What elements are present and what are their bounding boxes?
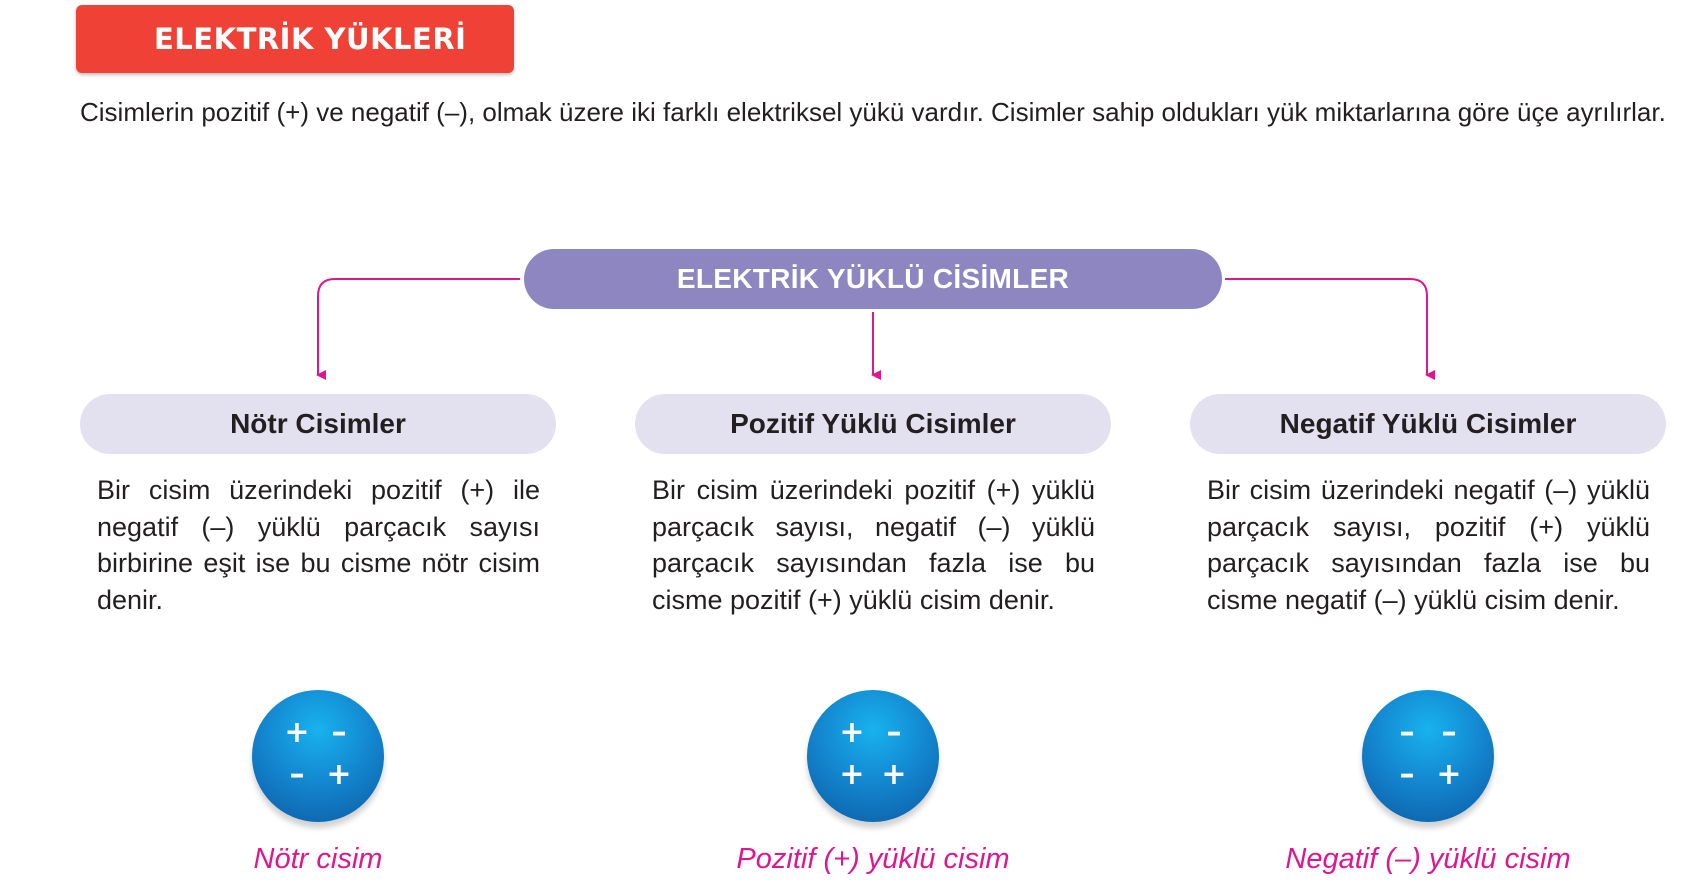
- neutral-caption: Nötr cisim: [253, 843, 383, 875]
- charge-sign: +: [326, 757, 352, 792]
- neutral-category-pill: [80, 394, 556, 454]
- negative-description: Bir cisim üzerindeki negatif (–) yüklü parçacık sayısı, pozitif (+) yüklü parçacık sayısından fazla ise bu cisme negatif (–) yüklü cisim denir.: [1207, 475, 1650, 615]
- charge-sign: +: [284, 715, 310, 750]
- charge-sign: –: [1441, 715, 1457, 750]
- positive-category-title: Pozitif Yüklü Cisimler: [730, 408, 1016, 439]
- positive-description: Bir cisim üzerindeki pozitif (+) yüklü parçacık sayısı, negatif (–) yüklü parçacık sayısından fazla ise bu cisme pozitif (+) yüklü cisim denir.: [652, 475, 1095, 615]
- negative-category-pill: [1190, 394, 1666, 454]
- positive-caption: Pozitif (+) yüklü cisim: [736, 843, 1010, 875]
- charge-sign: +: [839, 715, 865, 750]
- charge-sign: –: [331, 715, 347, 750]
- charge-sign: +: [1436, 757, 1462, 792]
- charge-sign: –: [1399, 715, 1415, 750]
- charge-sign: +: [839, 757, 865, 792]
- positive-charge-ball: [807, 690, 939, 822]
- charge-sign: –: [289, 757, 305, 792]
- arrow-left: [318, 279, 520, 375]
- charge-sign: –: [1399, 757, 1415, 792]
- neutral-category-title: Nötr Cisimler: [230, 408, 406, 439]
- intro-paragraph: Cisimlerin pozitif (+) ve negatif (–), olmak üzere iki farklı elektriksel yükü vardır. Cisimler sahip oldukları yük miktarlarına göre üçe ayrılırlar.: [80, 97, 1666, 127]
- center-category-pill: [524, 249, 1222, 309]
- arrow-right: [1225, 279, 1427, 375]
- charge-sign: –: [886, 715, 902, 750]
- section-title: ELEKTRİK YÜKLERİ: [154, 22, 467, 56]
- neutral-charge-ball: [252, 690, 384, 822]
- neutral-description: Bir cisim üzerindeki pozitif (+) ile negatif (–) yüklü parçacık sayısı birbirine eşit ise bu cisme nötr cisim denir.: [97, 475, 540, 615]
- negative-caption: Negatif (–) yüklü cisim: [1285, 843, 1571, 875]
- charge-sign: +: [881, 757, 907, 792]
- negative-charge-ball: [1362, 690, 1494, 822]
- positive-category-pill: [635, 394, 1111, 454]
- center-category-label: ELEKTRİK YÜKLÜ CİSİMLER: [676, 263, 1070, 294]
- negative-category-title: Negatif Yüklü Cisimler: [1279, 408, 1577, 439]
